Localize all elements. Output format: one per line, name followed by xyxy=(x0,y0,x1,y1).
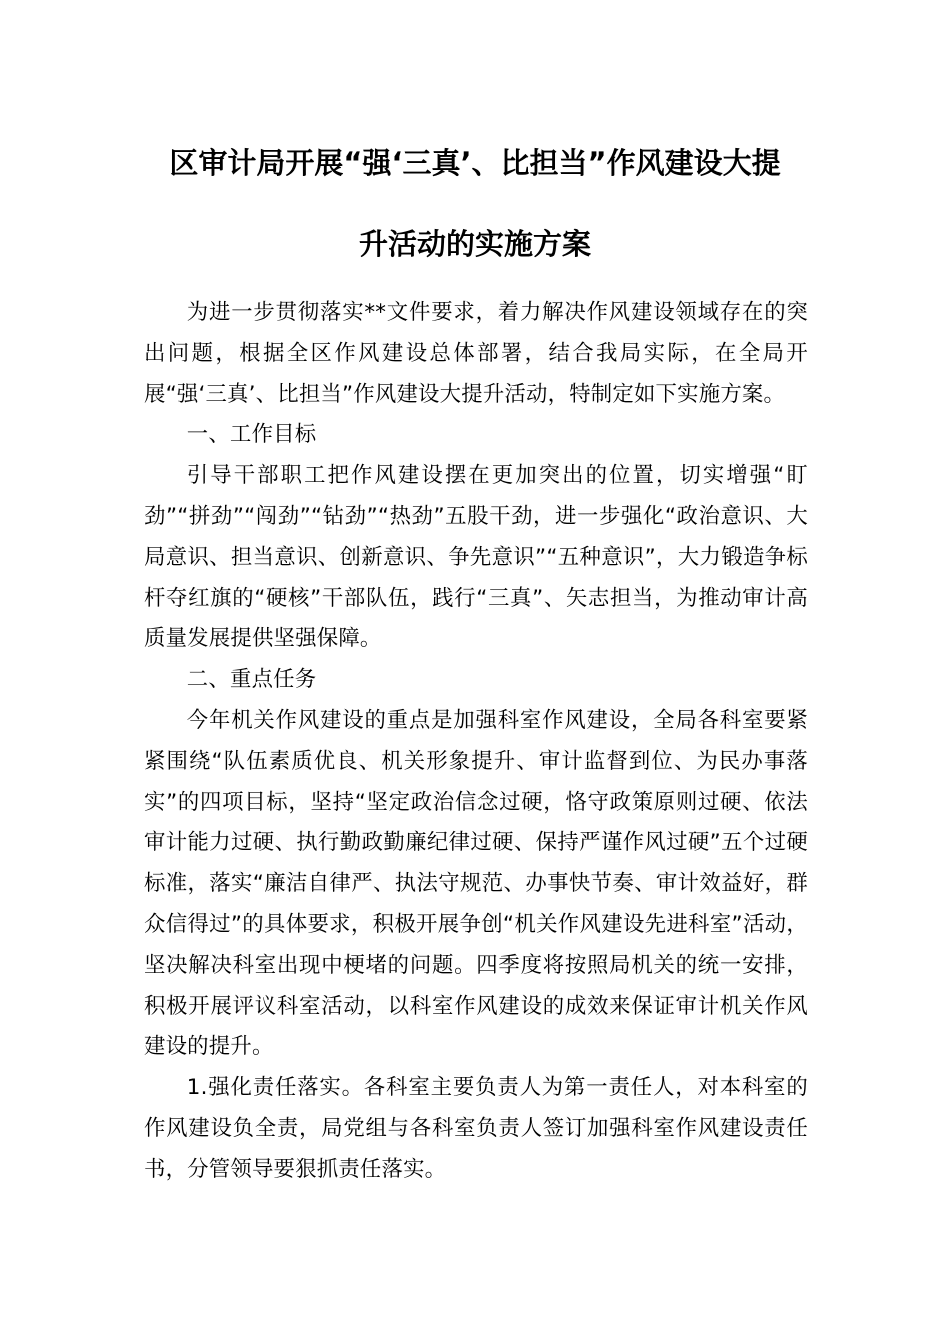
document-title-line-2: 升活动的实施方案 xyxy=(358,227,591,261)
intro-paragraph: 为进一步贯彻落实**文件要求，着力解决作风建设领域存在的突出问题，根据全区作风建设总体部署，结合我局实际，在全局开展“强‘三真’、比担当”作风建设大提升活动，特制定如下实施方案。 xyxy=(144,300,808,407)
document-body xyxy=(144,293,808,1191)
section-heading-goals: 一、工作目标 xyxy=(186,422,317,448)
task-item-1: 1.强化责任落实。各科室主要负责人为第一责任人，对本科室的作风建设负全责，局党组与各科室负责人签订加强科室作风建设责任书，分管领导要狠抓责任落实。 xyxy=(144,1075,808,1182)
goals-paragraph: 引导干部职工把作风建设摆在更加突出的位置，切实增强“盯劲”“拼劲”“闯劲”“钻劲”“热劲”五股干劲，进一步强化“政治意识、大局意识、担当意识、创新意识、争先意识”“五种意识”，大力锻造争标杆夺红旗的“硬核”干部队伍，践行“三真”、矢志担当，为推动审计高质量发展提供坚强保障。 xyxy=(144,463,808,652)
document-title-line-1: 区审计局开展“强‘三真’、比担当”作风建设大提 xyxy=(169,146,781,180)
section-heading-tasks: 二、重点任务 xyxy=(186,667,317,693)
tasks-paragraph: 今年机关作风建设的重点是加强科室作风建设，全局各科室要紧紧围绕“队伍素质优良、机关形象提升、审计监督到位、为民办事落实”的四项目标，坚持“坚定政治信念过硬，恪守政策原则过硬、依法审计能力过硬、执行勤政勤廉纪律过硬、保持严谨作风过硬”五个过硬标准，落实“廉洁自律严、执法守规范、办事快节奏、审计效益好，群众信得过”的具体要求，积极开展争创“机关作风建设先进科室”活动，坚决解决科室出现中梗堵的问题。四季度将按照局机关的统一安排，积极开展评议科室活动，以科室作风建设的成效来保证审计机关作风建设的提升。 xyxy=(144,707,808,1060)
